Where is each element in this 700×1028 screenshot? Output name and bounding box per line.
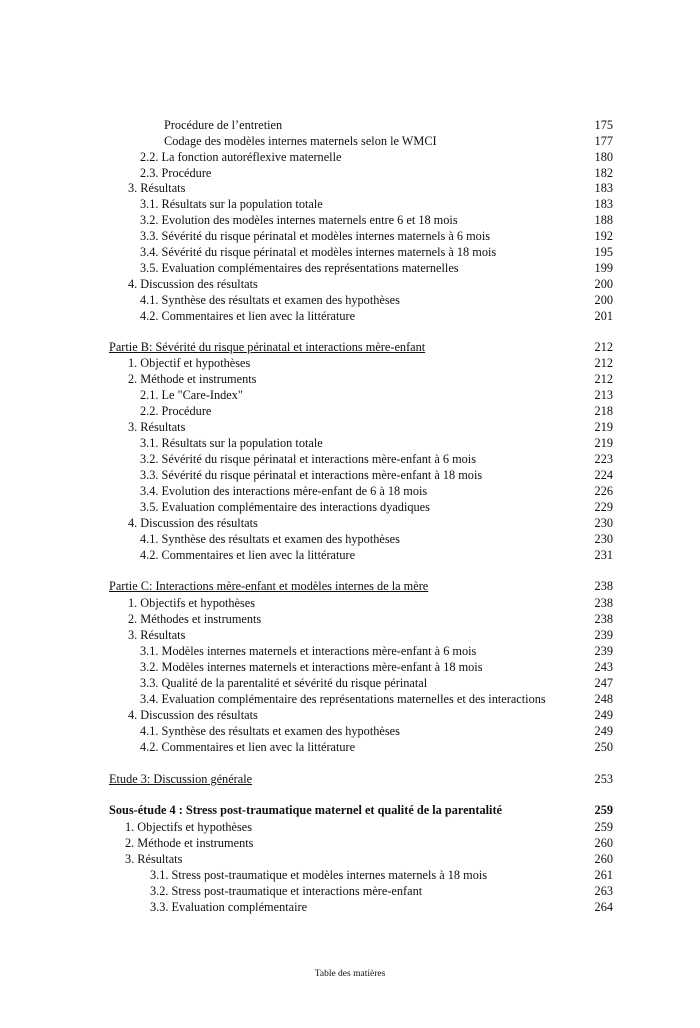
toc-entry (0, 835, 700, 851)
toc-entry-label: 4. Discussion des résultats (128, 516, 258, 530)
toc-entry-label: 2. Méthode et instruments (125, 836, 254, 850)
toc-entry-label: Etude 3: Discussion générale (109, 772, 253, 786)
toc-entry-label: 3.2. Evolution des modèles internes maternels entre 6 et 18 mois (140, 213, 458, 227)
toc-entry-page-number: 212 (594, 372, 613, 386)
toc-entry (0, 276, 700, 292)
toc-entry (0, 883, 700, 899)
toc-entry (0, 851, 700, 867)
toc-entry-page-number: 223 (594, 452, 613, 466)
toc-entry-label: 4.1. Synthèse des résultats et examen des hypothèses (140, 293, 400, 307)
toc-entry-page-number: 219 (594, 420, 613, 434)
toc-entry (0, 133, 700, 149)
toc-entry-label: 3.3. Qualité de la parentalité et sévérité du risque périnatal (140, 676, 428, 690)
toc-entry-page-number: 201 (594, 309, 613, 323)
toc-entry-page-number: 260 (594, 852, 613, 866)
toc-entry-page-number: 264 (594, 900, 613, 914)
toc-entry-label: 4.1. Synthèse des résultats et examen des hypothèses (140, 532, 400, 546)
toc-entry-label: 2.1. Le "Care-Index" (140, 388, 243, 402)
toc-entry-page-number: 239 (594, 628, 613, 642)
toc-entry (0, 899, 700, 915)
toc-entry-page-number: 213 (594, 388, 613, 402)
toc-entry-page-number: 200 (594, 293, 613, 307)
toc-entry (0, 691, 700, 707)
toc-entry (0, 802, 700, 818)
toc-entry-label: 4. Discussion des résultats (128, 708, 258, 722)
toc-entry (0, 515, 700, 531)
toc-entry-label: 2.2. La fonction autoréflexive maternelle (140, 150, 342, 164)
toc-entry-label: Partie B: Sévérité du risque périnatal et interactions mère-enfant (109, 340, 426, 354)
toc-entry (0, 499, 700, 515)
toc-entry-label: 1. Objectif et hypothèses (128, 356, 251, 370)
toc-entry (0, 675, 700, 691)
toc-entry-label: 3.1. Stress post-traumatique et modèles internes maternels à 18 mois (150, 868, 488, 882)
toc-entry (0, 771, 700, 787)
toc-entry-label: 4.2. Commentaires et lien avec la littérature (140, 740, 356, 754)
toc-entry-page-number: 212 (594, 356, 613, 370)
toc-entry-page-number: 226 (594, 484, 613, 498)
toc-entry (0, 180, 700, 196)
toc-entry (0, 244, 700, 260)
toc-entry-page-number: 249 (594, 708, 613, 722)
toc-entry (0, 739, 700, 755)
toc-entry-label: Codage des modèles internes maternels selon le WMCI (164, 134, 437, 148)
toc-entry-label: 3.3. Sévérité du risque périnatal et modèles internes maternels à 6 mois (140, 229, 491, 243)
toc-entry (0, 723, 700, 739)
toc-entry (0, 819, 700, 835)
toc-entry-page-number: 238 (594, 612, 613, 626)
toc-entry (0, 659, 700, 675)
toc-entry-label: 3.2. Modèles internes maternels et interactions mère-enfant à 18 mois (140, 660, 483, 674)
toc-entry-page-number: 249 (594, 724, 613, 738)
toc-entry (0, 339, 700, 355)
toc-entry-page-number: 212 (594, 340, 613, 354)
toc-entry-page-number: 259 (594, 820, 613, 834)
toc-entry (0, 547, 700, 563)
toc-entry-page-number: 219 (594, 436, 613, 450)
toc-entry-page-number: 230 (594, 516, 613, 530)
toc-entry (0, 212, 700, 228)
toc-entry-page-number: 260 (594, 836, 613, 850)
toc-entry-label: 3.3. Sévérité du risque périnatal et interactions mère-enfant à 18 mois (140, 468, 483, 482)
toc-entry (0, 387, 700, 403)
toc-entry (0, 292, 700, 308)
toc-entry-page-number: 182 (594, 166, 613, 180)
toc-entry-label: 3. Résultats (128, 420, 186, 434)
toc-entry-page-number: 263 (594, 884, 613, 898)
toc-entry (0, 435, 700, 451)
toc-entry-page-number: 195 (594, 245, 613, 259)
toc-entry-label: 4.2. Commentaires et lien avec la littérature (140, 548, 356, 562)
toc-entry-label: 3.2. Stress post-traumatique et interactions mère-enfant (150, 884, 423, 898)
toc-entry (0, 117, 700, 133)
toc-entry-label: 2.2. Procédure (140, 404, 212, 418)
toc-entry-label: Sous-étude 4 : Stress post-traumatique maternel et qualité de la parentalité (109, 803, 503, 817)
toc-entry-label: 3.4. Evaluation complémentaire des représentations maternelles et des interactions (140, 692, 546, 706)
toc-entry-page-number: 192 (594, 229, 613, 243)
toc-entry-label: 3.1. Résultats sur la population totale (140, 197, 323, 211)
toc-entry (0, 467, 700, 483)
toc-entry-label: 1. Objectifs et hypothèses (128, 596, 256, 610)
toc-entry-page-number: 231 (594, 548, 613, 562)
toc-entry-page-number: 243 (594, 660, 613, 674)
page-footer: Table des matières (314, 969, 386, 979)
toc-entry (0, 371, 700, 387)
toc-entry (0, 228, 700, 244)
toc-entry-label: 3. Résultats (128, 628, 186, 642)
toc-entry-label: 3.3. Evaluation complémentaire (150, 900, 308, 914)
toc-entry-label: 4.1. Synthèse des résultats et examen des hypothèses (140, 724, 400, 738)
toc-entry-label: 3.4. Evolution des interactions mère-enfant de 6 à 18 mois (140, 484, 428, 498)
toc-entry-page-number: 238 (594, 579, 613, 593)
toc-entry-label: 2. Méthodes et instruments (128, 612, 262, 626)
toc-entry (0, 595, 700, 611)
toc-entry-label: 3. Résultats (128, 181, 186, 195)
toc-entry-label: 4.2. Commentaires et lien avec la littérature (140, 309, 356, 323)
toc-entry (0, 196, 700, 212)
toc-entry-page-number: 259 (594, 803, 613, 817)
toc-entry-page-number: 248 (594, 692, 613, 706)
toc-entry (0, 531, 700, 547)
toc-entry (0, 643, 700, 659)
toc-entry-label: 3.4. Sévérité du risque périnatal et modèles internes maternels à 18 mois (140, 245, 497, 259)
toc-entry-page-number: 183 (594, 181, 613, 195)
toc-entry-page-number: 199 (594, 261, 613, 275)
toc-entry-page-number: 180 (594, 150, 613, 164)
toc-entry (0, 451, 700, 467)
toc-entry (0, 867, 700, 883)
toc-entry-page-number: 188 (594, 213, 613, 227)
toc-entry-page-number: 224 (594, 468, 613, 482)
toc-entry-page-number: 183 (594, 197, 613, 211)
toc-entry-label: 3.5. Evaluation complémentaire des interactions dyadiques (140, 500, 430, 514)
toc-entry-label: Procédure de l’entretien (164, 118, 283, 132)
toc-entry (0, 611, 700, 627)
toc-entry-page-number: 238 (594, 596, 613, 610)
toc-entry-page-number: 175 (594, 118, 613, 132)
toc-entry-page-number: 239 (594, 644, 613, 658)
toc-entry-page-number: 261 (594, 868, 613, 882)
toc-entry-label: 3.2. Sévérité du risque périnatal et interactions mère-enfant à 6 mois (140, 452, 476, 466)
toc-entry-page-number: 229 (594, 500, 613, 514)
toc-entry (0, 483, 700, 499)
toc-entry-label: 3.1. Modèles internes maternels et interactions mère-enfant à 6 mois (140, 644, 477, 658)
toc-entry-page-number: 230 (594, 532, 613, 546)
toc-entry-label: Partie C: Interactions mère-enfant et modèles internes de la mère (109, 579, 429, 593)
toc-entry (0, 403, 700, 419)
toc-entry (0, 627, 700, 643)
toc-entry (0, 419, 700, 435)
toc-entry-page-number: 218 (594, 404, 613, 418)
toc-entry (0, 355, 700, 371)
toc-entry-label: 4. Discussion des résultats (128, 277, 258, 291)
toc-entry-page-number: 247 (594, 676, 613, 690)
toc-entry (0, 165, 700, 181)
toc-entry (0, 308, 700, 324)
toc-entry-page-number: 200 (594, 277, 613, 291)
toc-entry-page-number: 177 (594, 134, 613, 148)
toc-entry (0, 149, 700, 165)
toc-entry-label: 3.1. Résultats sur la population totale (140, 436, 323, 450)
toc-entry-label: 3. Résultats (125, 852, 183, 866)
toc-entry (0, 578, 700, 594)
toc-entry-label: 1. Objectifs et hypothèses (125, 820, 253, 834)
toc-entry (0, 707, 700, 723)
toc-entry-label: 2. Méthode et instruments (128, 372, 257, 386)
toc-entry-label: 3.5. Evaluation complémentaires des représentations maternelles (140, 261, 459, 275)
toc-entry (0, 260, 700, 276)
toc-entry-page-number: 250 (594, 740, 613, 754)
toc-entry-label: 2.3. Procédure (140, 166, 212, 180)
toc-entry-page-number: 253 (594, 772, 613, 786)
